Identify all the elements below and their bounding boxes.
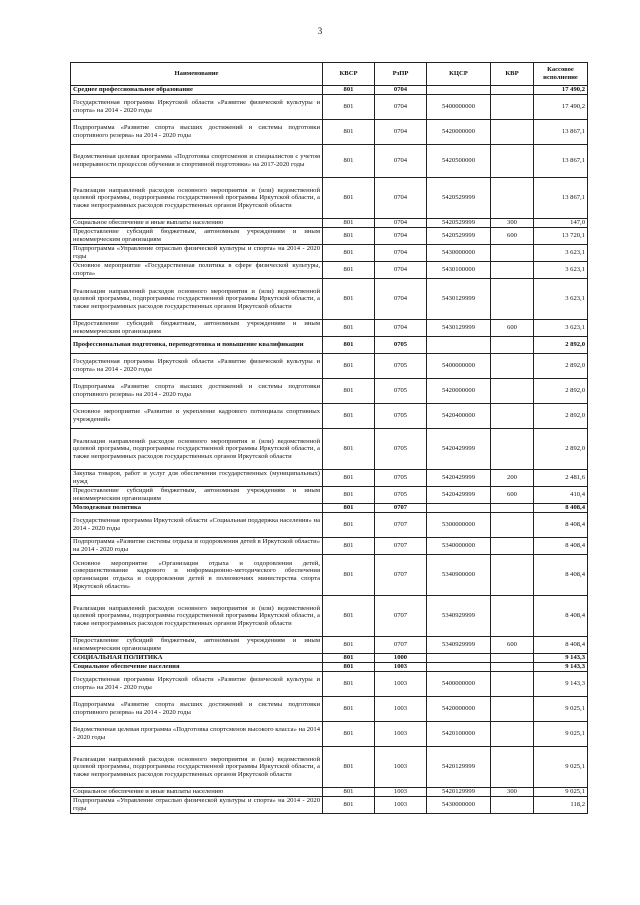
cell-cash: 17 490,2 (534, 95, 588, 120)
cell-rzpr: 0707 (375, 513, 427, 538)
cell-name: Подпрограмма «Развитие спорта высших достижений и системы подготовки спортивного резерва» на 2014 - 2020 годы (71, 697, 323, 722)
cell-kvr (491, 555, 534, 596)
cell-kvsr: 801 (323, 95, 375, 120)
cell-rzpr: 0707 (375, 596, 427, 637)
table-row (71, 747, 588, 788)
table-row (71, 654, 588, 663)
table-row (71, 245, 588, 262)
cell-rzpr: 1003 (375, 663, 427, 672)
cell-kvr: 600 (491, 637, 534, 654)
cell-kcsr: 5420429999 (427, 487, 491, 504)
header-kvr: КВР (491, 63, 534, 86)
cell-kcsr (427, 504, 491, 513)
cell-kcsr: 5400000000 (427, 95, 491, 120)
cell-kvsr: 801 (323, 245, 375, 262)
table-row (71, 538, 588, 555)
cell-kvr (491, 747, 534, 788)
cell-kvsr: 801 (323, 697, 375, 722)
cell-kvr (491, 337, 534, 354)
cell-cash: 13 867,1 (534, 178, 588, 219)
cell-rzpr: 0705 (375, 404, 427, 429)
table-row (71, 120, 588, 145)
header-cash: Кассовое исполнение (534, 63, 588, 86)
cell-rzpr: 0704 (375, 219, 427, 228)
cell-kvr (491, 697, 534, 722)
cell-kvr (491, 722, 534, 747)
cell-kvsr: 801 (323, 513, 375, 538)
cell-kvr (491, 279, 534, 320)
cell-name: Реализация направлений расходов основного мероприятия и (или) ведомственной целевой программы, подпрограммы государственной программы Иркутской области, а также непрограммных расходов государственных органов Иркутской области (71, 429, 323, 470)
cell-kvsr: 801 (323, 145, 375, 178)
cell-kvsr: 801 (323, 747, 375, 788)
cell-kvsr: 801 (323, 429, 375, 470)
cell-kvsr: 801 (323, 354, 375, 379)
cell-rzpr: 0704 (375, 279, 427, 320)
cell-kcsr: 5420100000 (427, 722, 491, 747)
cell-name: Подпрограмма «Управление отраслью физической культуры и спорта» на 2014 - 2020 годы (71, 245, 323, 262)
cell-name: Среднее профессиональное образование (71, 86, 323, 95)
cell-rzpr: 0705 (375, 379, 427, 404)
cell-rzpr: 0704 (375, 228, 427, 245)
table-row (71, 86, 588, 95)
cell-cash: 410,4 (534, 487, 588, 504)
cell-cash: 2 892,0 (534, 337, 588, 354)
cell-rzpr: 0705 (375, 337, 427, 354)
cell-rzpr: 0704 (375, 245, 427, 262)
cell-rzpr: 1003 (375, 747, 427, 788)
cell-kcsr: 5420400000 (427, 404, 491, 429)
cell-name: Основное мероприятие «Государственная политика в сфере физической культуры, спорта» (71, 262, 323, 279)
table-row (71, 262, 588, 279)
table-row (71, 722, 588, 747)
cell-rzpr: 0704 (375, 320, 427, 337)
cell-name: Реализация направлений расходов основного мероприятия и (или) ведомственной целевой программы, подпрограммы государственной программы Иркутской области, а также непрограммных расходов государственных органов Иркутской области (71, 596, 323, 637)
cell-cash: 8 408,4 (534, 538, 588, 555)
cell-kvr (491, 504, 534, 513)
cell-name: Социальное обеспечение населения (71, 663, 323, 672)
cell-kcsr: 5420529999 (427, 178, 491, 219)
cell-rzpr: 1003 (375, 672, 427, 697)
cell-rzpr: 1003 (375, 722, 427, 747)
cell-cash: 17 490,2 (534, 86, 588, 95)
table-row (71, 404, 588, 429)
table-row (71, 228, 588, 245)
cell-cash: 118,2 (534, 797, 588, 814)
cell-kvsr: 801 (323, 504, 375, 513)
table-header-row (71, 63, 588, 86)
cell-kvsr: 801 (323, 672, 375, 697)
table-row (71, 487, 588, 504)
cell-kvr (491, 145, 534, 178)
cell-cash: 3 623,1 (534, 279, 588, 320)
cell-rzpr: 0707 (375, 504, 427, 513)
cell-name: Молодежная политика (71, 504, 323, 513)
table-row (71, 788, 588, 797)
cell-rzpr: 0705 (375, 354, 427, 379)
cell-name: Социальное обеспечение и иные выплаты населению (71, 788, 323, 797)
cell-kcsr: 5420129999 (427, 788, 491, 797)
cell-kcsr: 5420129999 (427, 747, 491, 788)
cell-name: Государственная программа Иркутской области «Развитие физической культуры и спорта» на 2014 - 2020 годы (71, 95, 323, 120)
cell-name: Подпрограмма «Развитие спорта высших достижений и системы подготовки спортивного резерва» на 2014 - 2020 годы (71, 120, 323, 145)
table-body (71, 86, 588, 814)
table-row (71, 596, 588, 637)
table-row (71, 504, 588, 513)
header-kcsr: КЦСР (427, 63, 491, 86)
cell-kvr: 600 (491, 228, 534, 245)
table-row (71, 337, 588, 354)
cell-rzpr: 1003 (375, 697, 427, 722)
cell-kcsr: 5420500000 (427, 145, 491, 178)
cell-kvsr: 801 (323, 320, 375, 337)
cell-rzpr: 1003 (375, 788, 427, 797)
header-name: Наименование (71, 63, 323, 86)
cell-cash: 3 623,1 (534, 245, 588, 262)
cell-kcsr: 5420000000 (427, 697, 491, 722)
cell-kcsr (427, 337, 491, 354)
cell-kvr (491, 654, 534, 663)
cell-kvr (491, 596, 534, 637)
cell-kvsr: 801 (323, 788, 375, 797)
table-row (71, 663, 588, 672)
cell-rzpr: 0705 (375, 470, 427, 487)
table-row (71, 637, 588, 654)
cell-name: Подпрограмма «Развитие системы отдыха и оздоровления детей в Иркутской области» на 2014 - 2020 годы (71, 538, 323, 555)
cell-cash: 3 623,1 (534, 262, 588, 279)
cell-cash: 13 867,1 (534, 145, 588, 178)
cell-name: Государственная программа Иркутской области «Развитие физической культуры и спорта» на 2014 - 2020 годы (71, 354, 323, 379)
cell-name: Предоставление субсидий бюджетным, автономным учреждениям и иным некоммерческим организациям (71, 228, 323, 245)
cell-cash: 3 623,1 (534, 320, 588, 337)
cell-kvr: 300 (491, 788, 534, 797)
cell-name: Реализация направлений расходов основного мероприятия и (или) ведомственной целевой программы, подпрограммы государственной программы Иркутской области, а также непрограммных расходов государственных органов Иркутской области (71, 279, 323, 320)
table-row (71, 797, 588, 814)
table-row (71, 279, 588, 320)
cell-kvr (491, 120, 534, 145)
cell-cash: 8 408,4 (534, 504, 588, 513)
cell-kvsr: 801 (323, 178, 375, 219)
cell-kcsr: 5430000000 (427, 245, 491, 262)
cell-kcsr: 5400000000 (427, 354, 491, 379)
cell-rzpr: 0704 (375, 95, 427, 120)
cell-cash: 8 408,4 (534, 596, 588, 637)
table-row (71, 354, 588, 379)
table-row (71, 513, 588, 538)
cell-name: Государственная программа Иркутской области «Социальная поддержка населения» на 2014 - 2020 годы (71, 513, 323, 538)
cell-cash: 2 892,0 (534, 379, 588, 404)
cell-kvr (491, 404, 534, 429)
table-row (71, 379, 588, 404)
cell-kcsr: 5430129999 (427, 279, 491, 320)
cell-kvsr: 801 (323, 262, 375, 279)
cell-kvr (491, 262, 534, 279)
cell-cash: 147,0 (534, 219, 588, 228)
budget-table (70, 62, 588, 814)
cell-kcsr: 5420529999 (427, 228, 491, 245)
cell-name: Основное мероприятие «Развитие и укрепление кадрового потенциала спортивных учреждений» (71, 404, 323, 429)
cell-kvr (491, 354, 534, 379)
cell-kcsr: 5420000000 (427, 120, 491, 145)
cell-name: Предоставление субсидий бюджетным, автономным учреждениям и иным некоммерческим организациям (71, 487, 323, 504)
cell-rzpr: 0705 (375, 487, 427, 504)
cell-kcsr (427, 654, 491, 663)
cell-kvr (491, 663, 534, 672)
cell-kvr (491, 379, 534, 404)
cell-name: Профессиональная подготовка, переподготовка и повышение квалификации (71, 337, 323, 354)
cell-kvsr: 801 (323, 637, 375, 654)
cell-name: Предоставление субсидий бюджетным, автономным учреждениям и иным некоммерческим организациям (71, 320, 323, 337)
cell-kvr: 600 (491, 320, 534, 337)
cell-kvsr: 801 (323, 279, 375, 320)
table-row (71, 672, 588, 697)
cell-rzpr: 0705 (375, 429, 427, 470)
cell-kvr (491, 797, 534, 814)
cell-name: Реализация направлений расходов основного мероприятия и (или) ведомственной целевой программы, подпрограммы государственной программы Иркутской области, а также непрограммных расходов государственных органов Иркутской области (71, 178, 323, 219)
table-row (71, 219, 588, 228)
cell-rzpr: 0707 (375, 555, 427, 596)
cell-kvr (491, 538, 534, 555)
cell-cash: 9 143,3 (534, 654, 588, 663)
cell-kvsr: 801 (323, 596, 375, 637)
cell-kvsr: 801 (323, 337, 375, 354)
cell-kvr: 300 (491, 219, 534, 228)
cell-kvr (491, 86, 534, 95)
cell-kvsr: 801 (323, 654, 375, 663)
cell-kcsr: 5400000000 (427, 672, 491, 697)
cell-kvsr: 801 (323, 404, 375, 429)
cell-cash: 9 143,3 (534, 672, 588, 697)
cell-name: Социальное обеспечение и иные выплаты населению (71, 219, 323, 228)
cell-kvsr: 801 (323, 120, 375, 145)
cell-kvr: 200 (491, 470, 534, 487)
cell-rzpr: 0704 (375, 262, 427, 279)
cell-rzpr: 0704 (375, 120, 427, 145)
table-row (71, 178, 588, 219)
cell-rzpr: 0707 (375, 538, 427, 555)
cell-cash: 8 408,4 (534, 513, 588, 538)
cell-kvsr: 801 (323, 86, 375, 95)
cell-name: Закупка товаров, работ и услуг для обеспечения государственных (муниципальных) нужд (71, 470, 323, 487)
cell-kvr (491, 429, 534, 470)
page-number: 3 (317, 26, 323, 36)
cell-kcsr: 5340000000 (427, 538, 491, 555)
cell-rzpr: 0704 (375, 86, 427, 95)
cell-rzpr: 0704 (375, 145, 427, 178)
cell-name: Предоставление субсидий бюджетным, автономным учреждениям и иным некоммерческим организациям (71, 637, 323, 654)
cell-cash: 8 408,4 (534, 637, 588, 654)
cell-rzpr: 0704 (375, 178, 427, 219)
cell-kvr (491, 245, 534, 262)
cell-cash: 9 143,3 (534, 663, 588, 672)
cell-kvsr: 801 (323, 487, 375, 504)
cell-cash: 9 025,1 (534, 747, 588, 788)
table-row (71, 697, 588, 722)
cell-name: Реализация направлений расходов основного мероприятия и (или) ведомственной целевой программы, подпрограммы государственной программы Иркутской области, а также непрограммных расходов государственных органов Иркутской области (71, 747, 323, 788)
cell-kcsr: 5430100000 (427, 262, 491, 279)
cell-cash: 13 867,1 (534, 120, 588, 145)
cell-kvsr: 801 (323, 722, 375, 747)
cell-kcsr: 5420529999 (427, 219, 491, 228)
cell-cash: 2 481,6 (534, 470, 588, 487)
table-row (71, 470, 588, 487)
cell-name: Основное мероприятие «Организация отдыха и оздоровления детей, совершенствование кадрового и информационно-методического обеспечения организации отдыха и оздоровления детей в полномочиях министерства спорта Иркутской области» (71, 555, 323, 596)
cell-kcsr: 5420429999 (427, 429, 491, 470)
header-kvsr: КВСР (323, 63, 375, 86)
table-row (71, 145, 588, 178)
header-rzpr: РзПР (375, 63, 427, 86)
cell-rzpr: 1003 (375, 797, 427, 814)
cell-cash: 2 892,0 (534, 429, 588, 470)
cell-kvr (491, 95, 534, 120)
cell-cash: 2 892,0 (534, 404, 588, 429)
cell-kvr (491, 178, 534, 219)
cell-kvsr: 801 (323, 555, 375, 596)
cell-kvsr: 801 (323, 538, 375, 555)
cell-name: Подпрограмма «Управление отраслью физической культуры и спорта» на 2014 - 2020 годы (71, 797, 323, 814)
table-row (71, 429, 588, 470)
table-row (71, 555, 588, 596)
cell-kvsr: 801 (323, 219, 375, 228)
cell-name: Государственная программа Иркутской области «Развитие физической культуры и спорта» на 2014 - 2020 годы (71, 672, 323, 697)
table-row (71, 95, 588, 120)
cell-kcsr: 5340929999 (427, 637, 491, 654)
cell-kvsr: 801 (323, 228, 375, 245)
cell-kcsr (427, 663, 491, 672)
cell-kcsr (427, 86, 491, 95)
cell-rzpr: 1000 (375, 654, 427, 663)
cell-name: Подпрограмма «Развитие спорта высших достижений и системы подготовки спортивного резерва» на 2014 - 2020 годы (71, 379, 323, 404)
cell-kvr: 600 (491, 487, 534, 504)
cell-cash: 13 720,1 (534, 228, 588, 245)
cell-kcsr: 5420000000 (427, 379, 491, 404)
cell-cash: 9 025,1 (534, 697, 588, 722)
cell-name: Ведомственная целевая программа «Подготовка спортсменов высокого класса» на 2014 - 2020 годы (71, 722, 323, 747)
cell-cash: 2 892,0 (534, 354, 588, 379)
table-row (71, 320, 588, 337)
cell-cash: 9 025,1 (534, 788, 588, 797)
cell-kcsr: 5430129999 (427, 320, 491, 337)
cell-cash: 9 025,1 (534, 722, 588, 747)
cell-kcsr: 5430000000 (427, 797, 491, 814)
cell-kvsr: 801 (323, 797, 375, 814)
cell-kvsr: 801 (323, 470, 375, 487)
cell-kcsr: 5340929999 (427, 596, 491, 637)
cell-name: Ведомственная целевая программа «Подготовка спортсменов и специалистов с учетом непрерывности процессов обучения и спортивной подготовки» на 2017-2020 годы (71, 145, 323, 178)
cell-kcsr: 5420429999 (427, 470, 491, 487)
cell-kcsr: 5300000000 (427, 513, 491, 538)
cell-rzpr: 0707 (375, 637, 427, 654)
cell-kvsr: 801 (323, 663, 375, 672)
cell-cash: 8 408,4 (534, 555, 588, 596)
cell-kvr (491, 513, 534, 538)
cell-kvr (491, 672, 534, 697)
cell-kcsr: 5340900000 (427, 555, 491, 596)
cell-name: СОЦИАЛЬНАЯ ПОЛИТИКА (71, 654, 323, 663)
cell-kvsr: 801 (323, 379, 375, 404)
